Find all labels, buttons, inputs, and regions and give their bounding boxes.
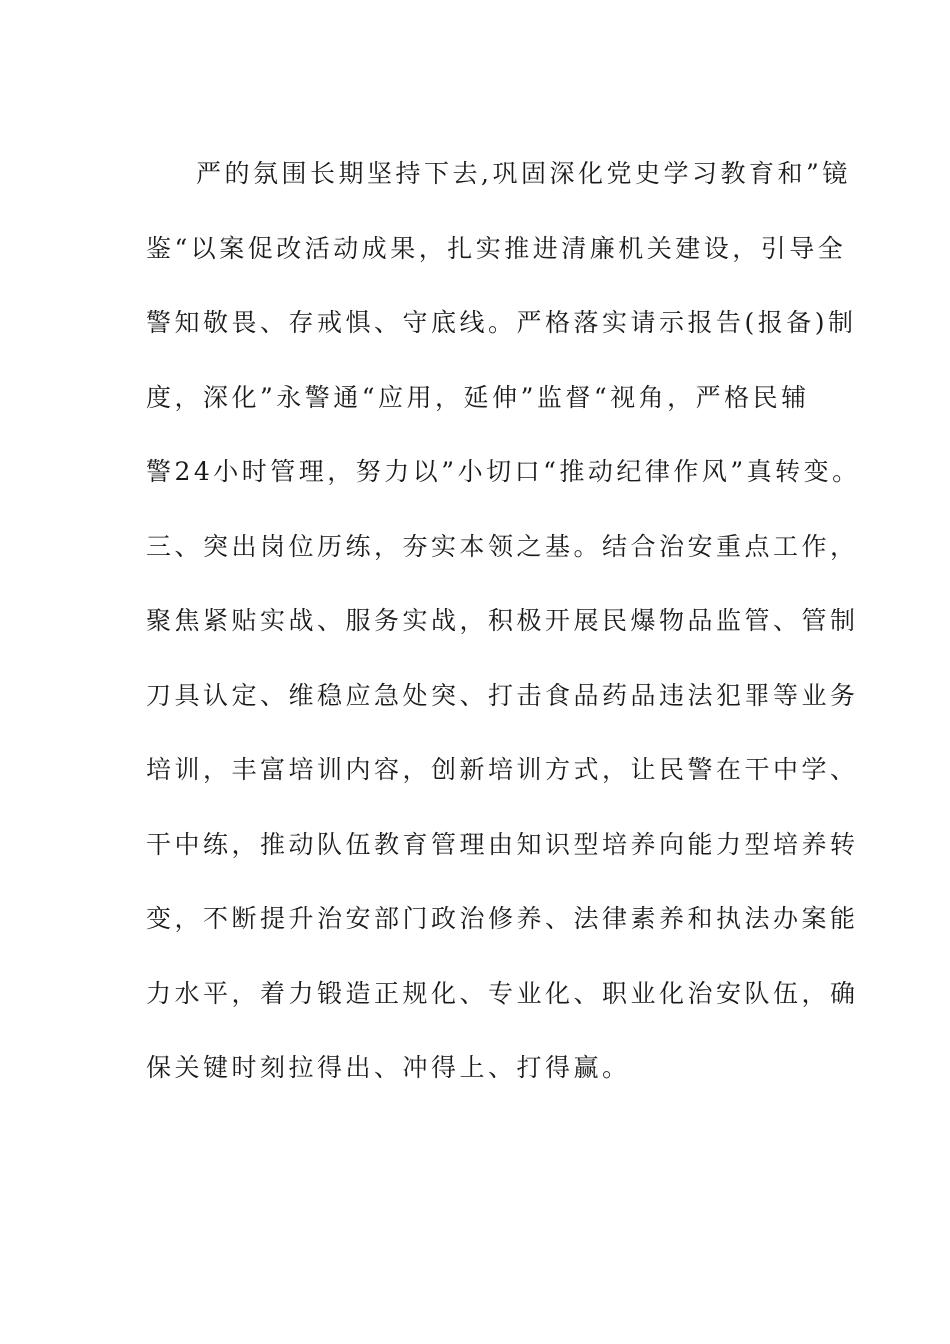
section-heading-line: 三、突出岗位历练，夯实本领之基。结合治安重点工作，	[146, 531, 859, 561]
text-line: 保关键时刻拉得出、冲得上、打得赢。	[146, 1053, 631, 1082]
body-text	[146, 137, 861, 1106]
text-line: 培训，丰富培训内容，创新培训方式，让民警在干中学、	[146, 755, 859, 784]
text-line: 力水平，着力锻造正规化、专业化、职业化治安队伍，确	[146, 978, 859, 1008]
text-line: 警知敬畏、存戒惧、守底线。严格落实请示报告(报备)制	[146, 308, 857, 337]
text-line: 鉴“以案促改活动成果，扎实推进清廉机关建设，引导全	[146, 233, 847, 263]
text-line: 聚焦紧贴实战、服务实战，积极开展民爆物品监管、管制	[146, 606, 859, 635]
text-line: 度，深化”永警通“应用，延伸”监督“视角，严格民辅	[146, 382, 810, 412]
text-line: 变，不断提升治安部门政治修养、法律素养和执法办案能	[146, 904, 859, 933]
text-line: 刀具认定、维稳应急处突、打击食品药品违法犯罪等业务	[146, 680, 859, 710]
text-line: 警24小时管理，努力以”小切口“推动纪律作风”真转变。	[146, 457, 861, 486]
text-line: 干中练，推动队伍教育管理由知识型培养向能力型培养转	[146, 829, 859, 859]
text-line: 严的氛围长期坚持下去,巩固深化党史学习教育和”镜	[196, 159, 851, 188]
